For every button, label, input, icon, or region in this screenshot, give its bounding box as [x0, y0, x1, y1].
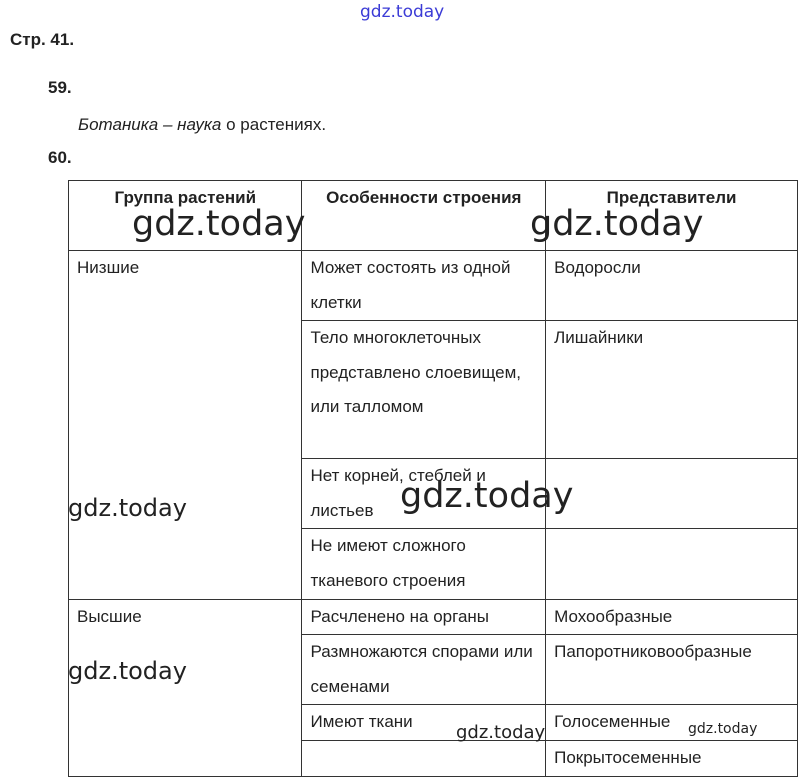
feature-cell: Нет корней, стеблей и листьев — [302, 459, 546, 529]
task-60-number: 60. — [48, 148, 72, 167]
feature-cell: Может состоять из одной клетки — [302, 251, 546, 321]
table-row — [69, 251, 798, 321]
example-cell: Лишайники — [546, 321, 798, 459]
watermark-overlay: gdz.today — [400, 476, 574, 516]
group-cell-higher: Высшие — [69, 599, 302, 776]
watermark-overlay: gdz.today — [68, 494, 187, 522]
feature-cell: Не имеют сложного тканевого строения — [302, 529, 546, 599]
header-examples: Представители — [546, 181, 798, 251]
header-features: Особенности строения — [302, 181, 546, 251]
feature-cell: Размножаются спорами или семенами — [302, 635, 546, 705]
answer-dash: – — [158, 115, 178, 134]
table-row — [69, 599, 798, 635]
example-cell — [546, 529, 798, 599]
page-title: Стр. 41. — [10, 30, 75, 49]
example-cell: Папоротниковообразные — [546, 635, 798, 705]
watermark-overlay: gdz.today — [530, 204, 704, 244]
watermark-top: gdz.today — [360, 2, 445, 22]
task-59-number: 59. — [48, 78, 72, 97]
watermark-overlay: gdz.today — [456, 722, 546, 743]
example-cell — [546, 459, 798, 529]
watermark-overlay: gdz.today — [688, 721, 758, 737]
example-cell: Водоросли — [546, 251, 798, 321]
header-group: Группа растений — [69, 181, 302, 251]
feature-cell — [302, 740, 546, 776]
feature-cell: Имеют ткани — [302, 705, 546, 741]
watermark-overlay: gdz.today — [68, 657, 187, 685]
group-cell-lower: Низшие — [69, 251, 302, 600]
feature-cell: Расчленено на органы — [302, 599, 546, 635]
example-cell: Мохообразные — [546, 599, 798, 635]
task-59-answer — [78, 115, 326, 135]
watermark-overlay: gdz.today — [132, 204, 306, 244]
answer-definition-italic: наука — [177, 115, 222, 134]
feature-cell: Тело многоклеточных представлено слоевищем, или талломом — [302, 321, 546, 459]
answer-term: Ботаника — [78, 115, 159, 134]
answer-definition-rest: о растениях. — [221, 115, 327, 134]
example-cell: Покрытосеменные — [546, 740, 798, 776]
example-cell: Голосеменные — [546, 705, 798, 741]
